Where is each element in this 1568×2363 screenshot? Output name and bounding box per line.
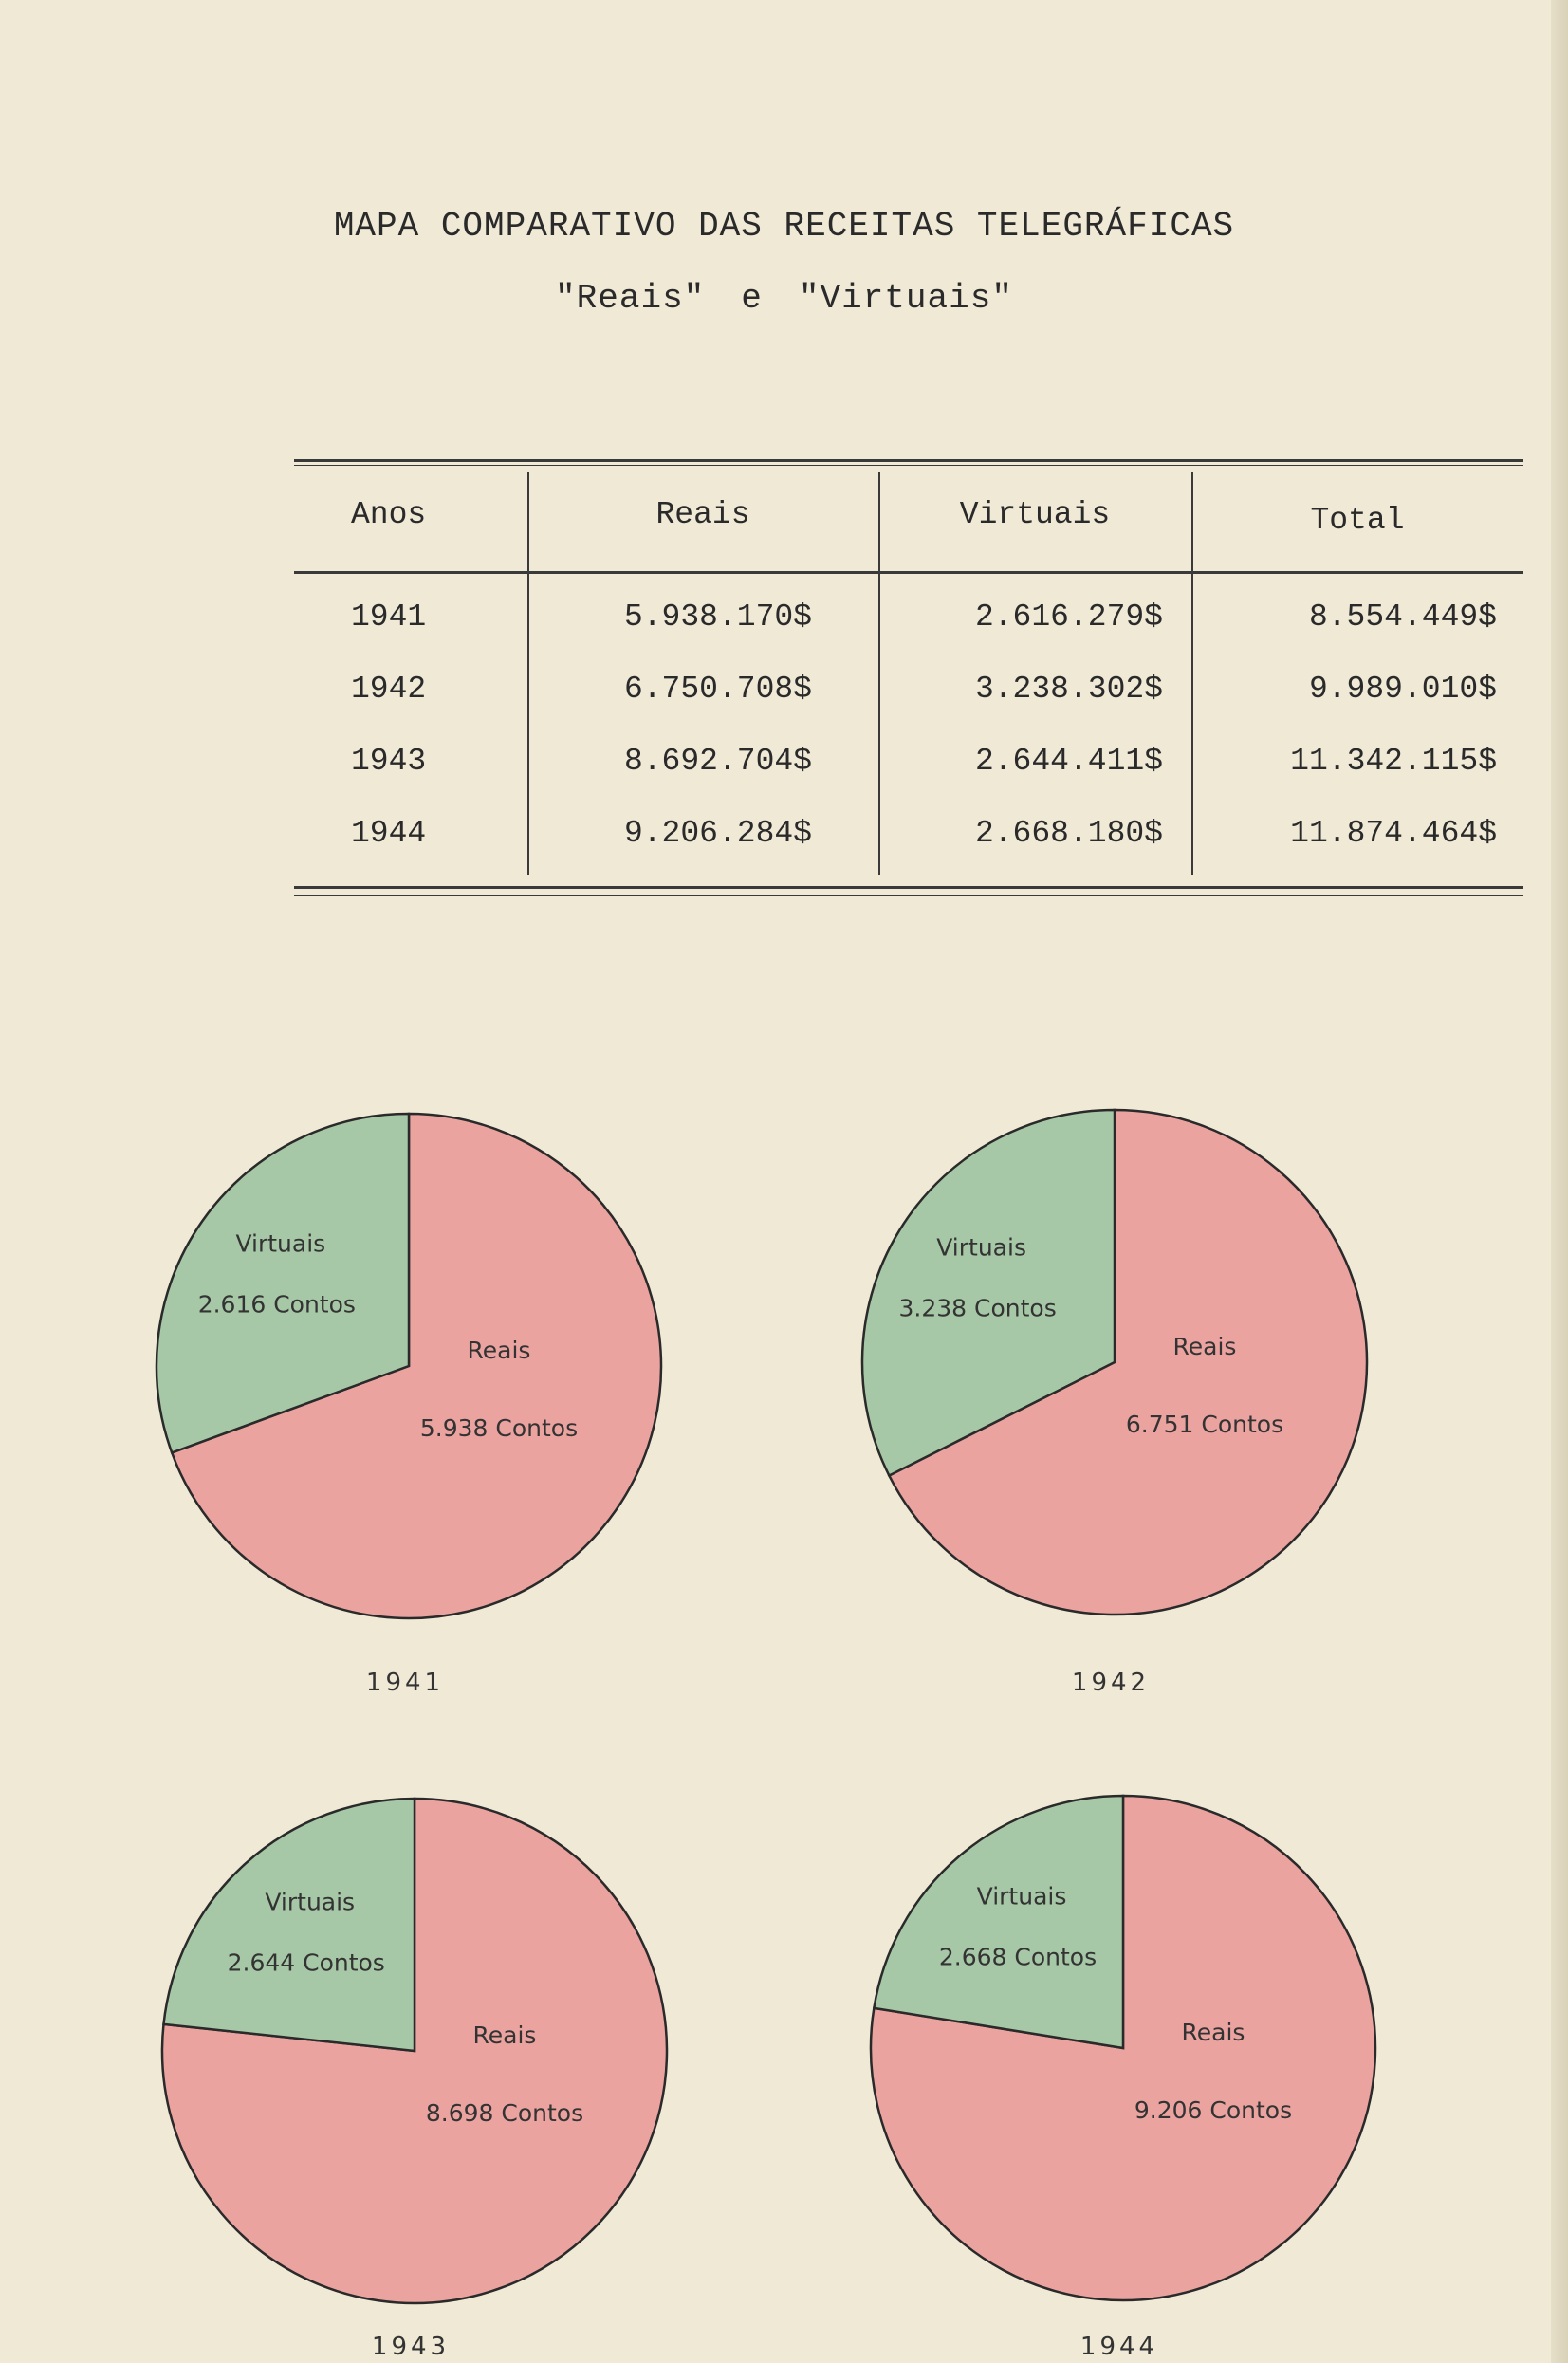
- pie-chart-1943: [162, 1799, 667, 2361]
- table-cell-reais: 8.692.704$: [623, 744, 812, 779]
- table-cell-reais: 6.750.708$: [623, 672, 812, 707]
- table-cell-year: 1944: [351, 816, 427, 851]
- pie-year-label: 1941: [365, 1669, 445, 1697]
- pie-year-label: 1944: [1079, 2333, 1159, 2361]
- pie-value-reais: 9.206 Contos: [1134, 2096, 1293, 2124]
- pie-value-virtuais: 3.238 Contos: [898, 1294, 1057, 1322]
- table-cell-year: 1941: [351, 600, 427, 635]
- table-cell-virtuais: 3.238.302$: [974, 672, 1163, 707]
- table-cell-total: 9.989.010$: [1308, 672, 1497, 707]
- pie-label-reais: Reais: [1172, 1333, 1237, 1360]
- table-cell-total: 8.554.449$: [1308, 600, 1497, 635]
- pie-chart-1944: [871, 1796, 1375, 2361]
- pie-label-virtuais: Virtuais: [936, 1233, 1026, 1262]
- subtitle-virtuais: "Virtuais": [798, 279, 1013, 318]
- pie-slice-virtuais: [874, 1796, 1123, 2048]
- pie-value-virtuais: 2.616 Contos: [197, 1290, 356, 1319]
- table-cell-virtuais: 2.644.411$: [974, 744, 1163, 779]
- subtitle-conjunction: e: [741, 279, 763, 318]
- table-cell-total: 11.874.464$: [1290, 816, 1497, 851]
- table-cell-total: 11.342.115$: [1290, 744, 1497, 779]
- page-title: MAPA COMPARATIVO DAS RECEITAS TELEGRÁFICAS: [333, 207, 1235, 246]
- pie-label-virtuais: Virtuais: [235, 1229, 326, 1258]
- pie-value-virtuais: 2.644 Contos: [227, 1948, 385, 1977]
- pie-year-label: 1943: [371, 2333, 451, 2361]
- table-cell-reais: 5.938.170$: [623, 600, 812, 635]
- pie-value-virtuais: 2.668 Contos: [938, 1943, 1098, 1971]
- pie-label-virtuais: Virtuais: [265, 1888, 356, 1916]
- pie-value-reais: 5.938 Contos: [419, 1414, 579, 1442]
- table-cell-reais: 9.206.284$: [623, 816, 812, 851]
- pie-chart-1942: [862, 1110, 1367, 1697]
- column-header-total: Total: [1310, 503, 1405, 538]
- table-cell-year: 1942: [351, 672, 427, 707]
- pie-chart-1941: [157, 1114, 661, 1697]
- pie-value-reais: 6.751 Contos: [1125, 1411, 1284, 1438]
- pie-year-label: 1942: [1071, 1669, 1151, 1697]
- subtitle-reais: "Reais": [555, 279, 706, 318]
- pie-label-virtuais: Virtuais: [976, 1882, 1067, 1911]
- table-cell-year: 1943: [351, 744, 427, 779]
- pie-slice-virtuais: [163, 1799, 415, 2051]
- table-cell-virtuais: 2.668.180$: [974, 816, 1163, 851]
- column-header-anos: Anos: [351, 497, 427, 532]
- pie-label-reais: Reais: [467, 1337, 531, 1364]
- pie-label-reais: Reais: [472, 2021, 537, 2049]
- column-header-virtuais: Virtuais: [959, 497, 1111, 532]
- table-cell-virtuais: 2.616.279$: [974, 600, 1163, 635]
- pie-value-reais: 8.698 Contos: [425, 2099, 584, 2127]
- pie-label-reais: Reais: [1181, 2019, 1245, 2046]
- column-header-reais-text: Reais: [655, 497, 750, 532]
